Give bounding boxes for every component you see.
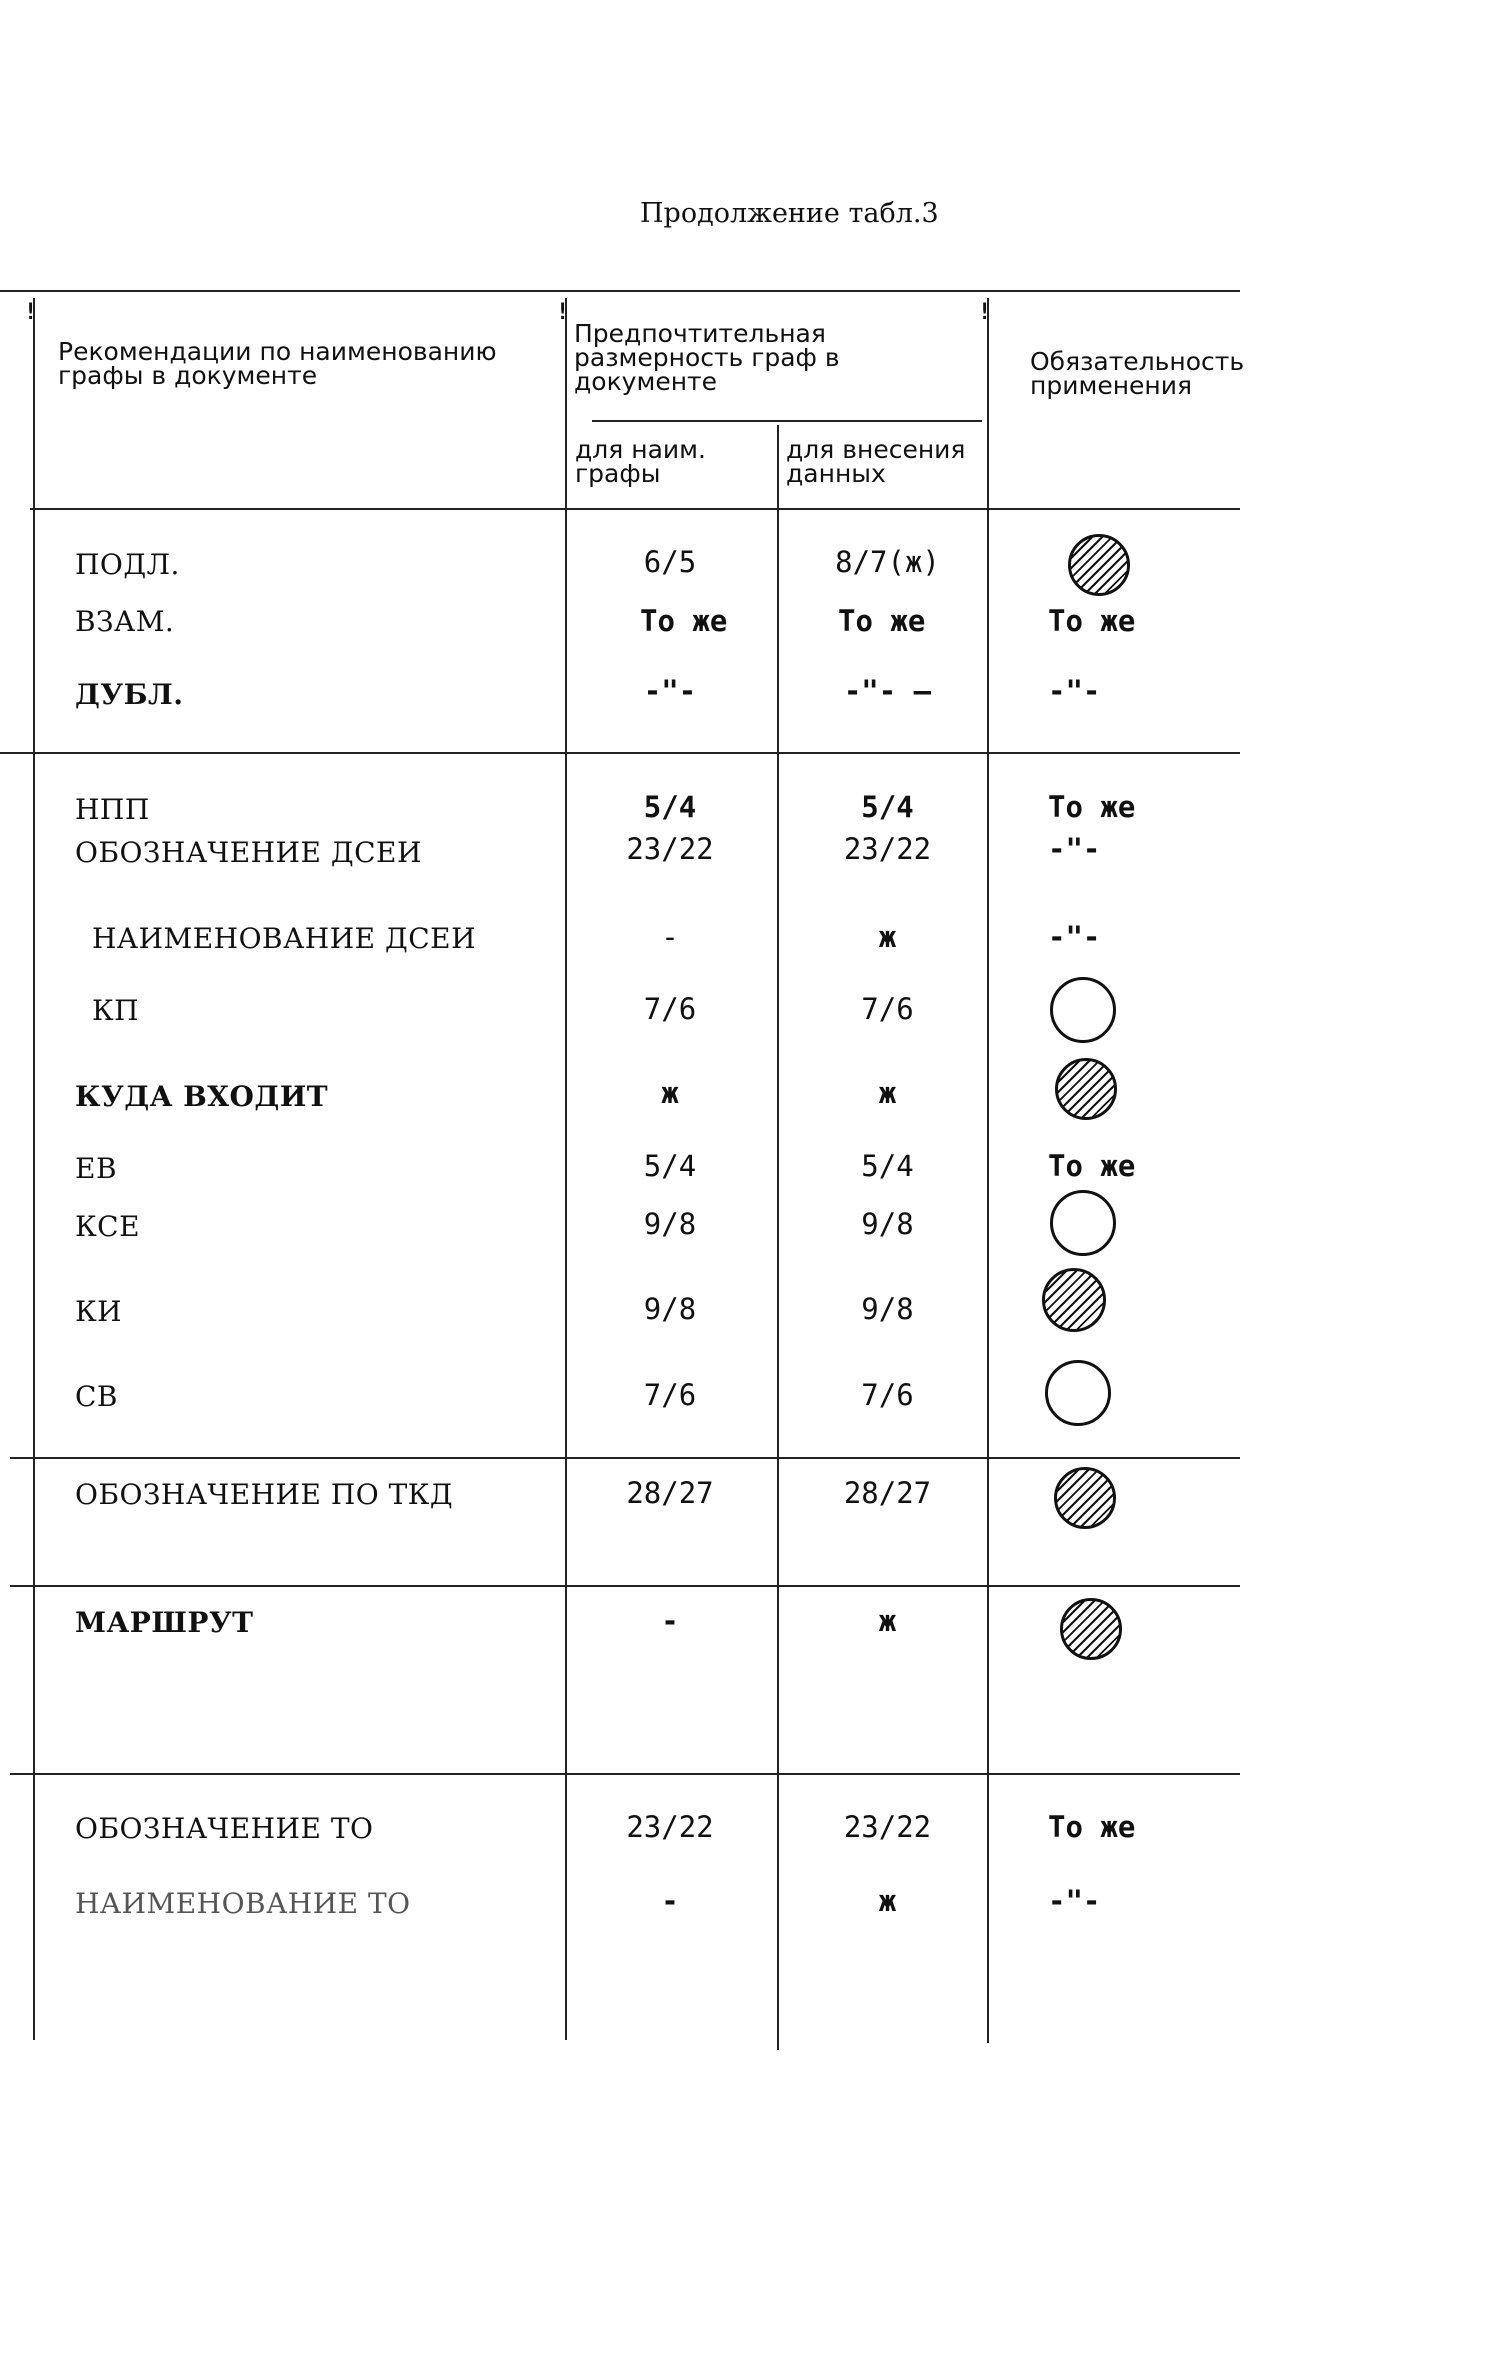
row-label: НАИМЕНОВАНИЕ ДСЕИ bbox=[92, 922, 477, 955]
rule-subheader bbox=[592, 420, 982, 422]
row-value-a: ж bbox=[661, 1076, 679, 1110]
row-label: НПП bbox=[75, 793, 150, 826]
row-value-b: 5/4 bbox=[861, 1149, 914, 1183]
rule-col4 bbox=[987, 298, 989, 2043]
row-value-a: 23/22 bbox=[626, 832, 714, 866]
row-value-a: - bbox=[661, 1884, 679, 1918]
row-required-text: То же bbox=[1048, 604, 1136, 638]
empty-circle-icon bbox=[1050, 1190, 1116, 1256]
rule-group-2 bbox=[10, 1457, 1240, 1459]
row-value-b: ж bbox=[878, 1604, 897, 1638]
rule-col2 bbox=[565, 298, 567, 2040]
header-tick: ! bbox=[556, 300, 570, 325]
row-value-b: 8/7(ж) bbox=[835, 545, 940, 579]
row-value-b: 9/8 bbox=[861, 1292, 914, 1326]
row-label: СВ bbox=[75, 1380, 118, 1413]
hatched-circle-icon bbox=[1060, 1598, 1122, 1660]
row-value-a: 5/4 bbox=[643, 790, 697, 824]
row-value-b: 7/6 bbox=[861, 992, 914, 1026]
row-label: ВЗАМ. bbox=[75, 605, 175, 638]
hatched-circle-icon bbox=[1068, 534, 1130, 596]
row-value-a: 9/8 bbox=[643, 1207, 697, 1241]
row-label: ОБОЗНАЧЕНИЕ ДСЕИ bbox=[75, 836, 422, 869]
rule-top bbox=[0, 290, 1240, 292]
row-label: МАРШРУТ bbox=[75, 1606, 254, 1639]
row-required-text: -"- bbox=[1048, 674, 1101, 708]
row-value-a: 6/5 bbox=[643, 545, 697, 579]
header-col1: Рекомендации по наименованию графы в документе bbox=[58, 337, 497, 390]
header-group: Предпочтительная размерность граф в документе bbox=[574, 319, 840, 396]
table-caption: Продолжение табл.3 bbox=[640, 198, 939, 229]
row-required-text: -"- bbox=[1048, 1884, 1101, 1918]
rule-left bbox=[33, 298, 35, 2040]
row-value-a: - bbox=[661, 1604, 679, 1638]
hatched-circle-icon bbox=[1055, 1058, 1117, 1120]
row-value-a: 28/27 bbox=[626, 1476, 714, 1510]
row-value-a: - bbox=[661, 920, 679, 954]
row-value-b: 5/4 bbox=[861, 790, 914, 824]
row-label: КУДА ВХОДИТ bbox=[75, 1080, 329, 1113]
row-label: НАИМЕНОВАНИЕ ТО bbox=[75, 1887, 411, 1920]
row-required-text: -"- bbox=[1048, 832, 1101, 866]
row-label: ОБОЗНАЧЕНИЕ ТО bbox=[75, 1812, 374, 1845]
row-label: КП bbox=[92, 994, 140, 1027]
row-label: КИ bbox=[75, 1295, 123, 1328]
row-value-b: 28/27 bbox=[843, 1476, 932, 1510]
row-label: ЕВ bbox=[75, 1152, 118, 1185]
row-required-text: То же bbox=[1048, 1149, 1136, 1183]
row-required-text: -"- bbox=[1048, 920, 1101, 954]
row-value-b: То же bbox=[838, 604, 926, 638]
row-value-b: ж bbox=[878, 1076, 897, 1110]
row-value-a: -"- bbox=[643, 674, 697, 708]
empty-circle-icon bbox=[1045, 1360, 1111, 1426]
row-value-a: 23/22 bbox=[626, 1810, 714, 1844]
row-label: ДУБЛ. bbox=[75, 678, 184, 711]
row-value-b: -"- — bbox=[843, 674, 932, 708]
header-tick: ! bbox=[978, 300, 992, 325]
header-tick: ! bbox=[24, 300, 38, 325]
header-sub-b: для внесения данных bbox=[786, 435, 966, 488]
row-value-a: 7/6 bbox=[643, 992, 697, 1026]
row-value-a: 9/8 bbox=[643, 1292, 697, 1326]
row-value-a: 5/4 bbox=[643, 1149, 697, 1183]
rule-header-bottom bbox=[30, 508, 1240, 510]
rule-col3 bbox=[777, 425, 779, 2050]
empty-circle-icon bbox=[1050, 977, 1116, 1043]
rule-group-4 bbox=[10, 1773, 1240, 1775]
row-value-b: ж bbox=[878, 1884, 897, 1918]
row-value-b: 9/8 bbox=[861, 1207, 914, 1241]
header-col4: Обязательность применения bbox=[1030, 347, 1245, 400]
row-value-a: То же bbox=[640, 604, 728, 638]
hatched-circle-icon bbox=[1054, 1467, 1116, 1529]
row-label: ПОДЛ. bbox=[75, 548, 180, 581]
row-required-text: То же bbox=[1048, 1810, 1136, 1844]
row-value-b: ж bbox=[878, 920, 897, 954]
row-value-b: 23/22 bbox=[843, 1810, 932, 1844]
rule-group-1 bbox=[0, 752, 1240, 754]
row-label: КСЕ bbox=[75, 1210, 141, 1243]
header-sub-a: для наим. графы bbox=[575, 435, 706, 488]
row-value-b: 23/22 bbox=[843, 832, 932, 866]
row-label: ОБОЗНАЧЕНИЕ ПО ТКД bbox=[75, 1478, 454, 1511]
row-value-b: 7/6 bbox=[861, 1378, 914, 1412]
hatched-circle-icon bbox=[1042, 1268, 1106, 1332]
row-required-text: То же bbox=[1048, 790, 1136, 824]
row-value-a: 7/6 bbox=[643, 1378, 697, 1412]
rule-group-3 bbox=[10, 1585, 1240, 1587]
